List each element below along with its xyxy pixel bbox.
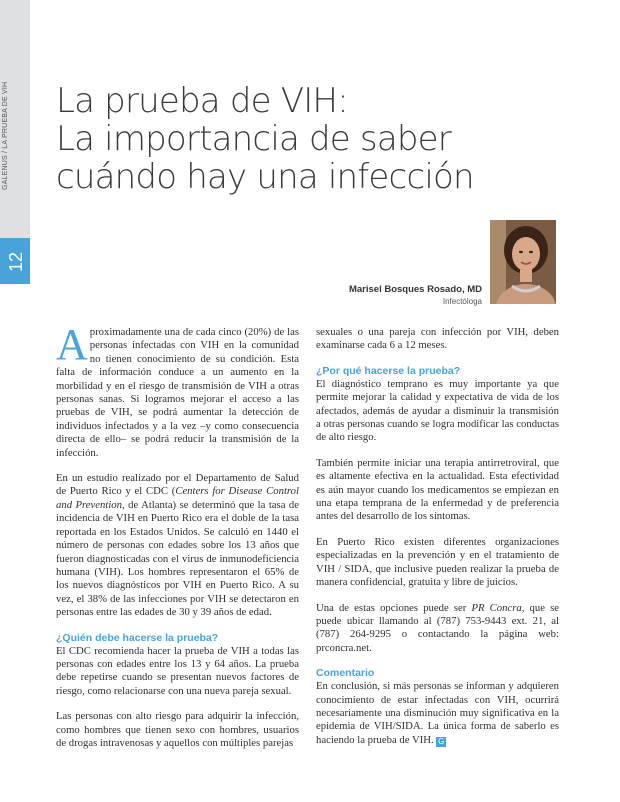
intro-paragraph: Aproximadamente una de cada cinco (20%) de las personas infectadas con VIH en la comunidad no tienen conocimiento de su condición. Esta falta de información conduce a un aumento en la morbilidad y en el riesgo de transmisión de VIH a otras personas sanas. Si logramos mejorar el acceso a las pruebas de VIH, se podrá aumentar la detección de individuos infectados y a la vez –y como consecuencia directa de ello– se podrá reducir la transmisión de la infección. xyxy=(56,320,299,459)
recommendation-paragraph: El CDC recomienda hacer la prueba de VIH a todas las personas con edades entre los 13 y 64 años. La prueba debe repetirse cuando se presentan nuevos factores de riesgo, como relacionarse con una nueva pareja sexual. xyxy=(56,644,299,697)
section-heading-who: ¿Quién debe hacerse la prueba? xyxy=(56,631,219,644)
article-column-1 xyxy=(56,320,300,762)
section-heading-why: ¿Por qué hacerse la prueba? xyxy=(316,364,461,377)
section-label: GALENUS / LA PRUEBA DE VIH xyxy=(2,81,9,190)
prconcra-paragraph: Una de estas opciones puede ser PR Concra, que se puede ubicar llamando al (787) 753-9443 ext. 21, al (787) 264-9295 o contactando la página web: prconcra.net. xyxy=(316,601,559,654)
page-number-tab xyxy=(0,238,30,284)
section-heading-comment: Comentario xyxy=(316,667,375,680)
author-portrait-icon xyxy=(490,220,556,304)
study-paragraph: En un estudio realizado por el Departamento de Salud de Puerto Rico y el CDC (Centers for Disease Control and Prevention, de Atlanta) se determinó que la tasa de incidencia de VIH en Puerto Rico era el doble de la tasa reportada en los Estados Unidos. Se calculó en 1440 el número de personas con edades sobre los 13 años que fueron diagnosticadas con el virus de inmunodeficiencia humana (VIH). Los hombres representaron el 65% de los nuevos diagnósticos por VIH en Puerto Rico. A su vez, el 38% de las infecciones por VIH se detectaron en personas entre las edades de 30 y 39 años de edad. xyxy=(56,472,300,619)
title-line-3: cuándo hay una infección xyxy=(56,157,474,197)
high-risk-paragraph-cont: sexuales o una pareja con infección por VIH, deben examinarse cada 6 a 12 meses. xyxy=(316,326,559,352)
article-column-2 xyxy=(316,326,559,759)
author-photo xyxy=(490,220,556,304)
organizations-paragraph: En Puerto Rico existen diferentes organizaciones especializadas en la prevención y en el tratamiento de VIH / SIDA, que inclusive pueden realizar la prueba de manera confidencial, gratuita y libre de juicios. xyxy=(316,535,559,589)
end-mark-icon: G xyxy=(438,736,445,746)
title-line-1: La prueba de VIH: xyxy=(56,81,348,121)
high-risk-paragraph: Las personas con alto riesgo para adquirir la infección, como hombres que tienen sexo con hombres, usuarios de drogas intravenosas y aquellos con múltiples parejas xyxy=(56,710,299,749)
page-title xyxy=(56,82,576,196)
drop-cap: A xyxy=(56,320,88,369)
author-name: Marisel Bosques Rosado, MD xyxy=(348,284,482,295)
early-diagnosis-paragraph: El diagnóstico temprano es muy importante ya que permite mejorar la calidad y expectativa de vida de los afectados, además de ayudar a disminuir la transmisión a otras personas cuando se logra modificar las conductas de alto riesgo. xyxy=(316,377,559,444)
title-line-2: La importancia de saber xyxy=(56,119,451,159)
therapy-paragraph: También permite iniciar una terapia antirretroviral, que es altamente efectiva en la actualidad. Esta efectividad es aún mayor cuando los medicamentos se empiezan en una etapa temprana de la enfermedad y de preferencia antes del desarrollo de los síntomas. xyxy=(316,456,559,523)
conclusion-paragraph: En conclusión, si más personas se informan y adquieren conocimiento de estar infectadas con VIH, ocurrirá necesariamente una disminución muy significativa en la epidemia de VIH/SIDA. La única forma de saberlo es haciendo la prueba de VIH. G xyxy=(316,680,559,746)
page-number: 12 xyxy=(6,251,26,272)
author-role: Infectóloga xyxy=(442,297,482,306)
